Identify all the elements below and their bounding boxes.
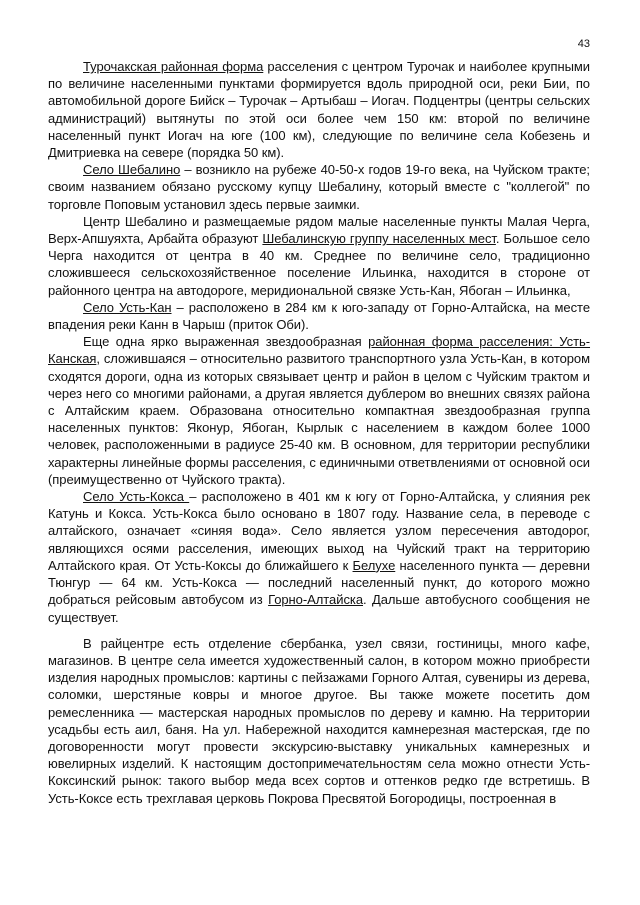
paragraph-turochak xyxy=(48,58,590,161)
page-body xyxy=(48,58,590,807)
paragraph-text: – расположено в 401 км к югу от Горно-Алтайска, у слияния рек Катунь и Кокса. Усть-Кокса было основано в 1807 году. Название села, в переводе с алтайского, означает «синяя вода». Село является узлом пересечения автодорог, являющихся осями расселения, имеющих выход на Чуйский тракт на территорию Алтайского края. От Усть-Коксы до ближайшего к xyxy=(48,489,590,573)
paragraph-shebalino-group xyxy=(48,213,590,299)
link-gorno-altaisk[interactable]: Горно-Алтайска xyxy=(268,592,364,608)
paragraph-shebalino xyxy=(48,161,590,213)
paragraph-text: – расположено в 284 км к юго-западу от Горно-Алтайска, на месте впадения реки Канн в Чарыш (приток Оби). xyxy=(48,299,590,333)
paragraph-text: – возникло на рубеже 40-50-х годов 19-го века, на Чуйском тракте; своим названием обязано русскому купцу Шебалину, который вместе с "коллегой" по торговле Поповым установил здесь первые заимки. xyxy=(48,162,590,212)
paragraph-ust-kan-form xyxy=(48,333,590,488)
paragraph-text: . Большое село Черга находится от центра в 40 км. Среднее по величине село, традиционно сложившееся сельскохозяйственное поселение Ильинка, находится в стороне от районного центра на автодороге, меридиональной связке Усть-Кан, Ябоган – Ильинка, xyxy=(48,231,590,298)
term-ust-kan-form: районная форма расселения: Усть-Канская xyxy=(48,334,591,367)
term-ust-koksa: Село Усть-Кокса xyxy=(83,489,190,505)
page-number: 43 xyxy=(577,38,590,50)
paragraph-raitsentr: В райцентре есть отделение сбербанка, узел связи, гостиницы, много кафе, магазинов. В центре села имеется художественный салон, в котором можно приобрести изделия народных промыслов: картины с пейзажами Горного Алтая, сувениры из дерева, соломки, шерстяные ковры и многое другое. Вы также можете посетить дом ремесленника — мастерская народных промыслов по дереву и камню. На территории усадьбы есть аил, баня. На ул. Набережной находится камнерезная мастерская, где по договоренности могут провести экскурсию-выставку уникальных камнерезных и ювелирных изделий. К настоящим достопримечательностям села можно отнести Усть-Коксинский рынок: такого выбор меда всех сортов и оттенков редко где встретишь. В Усть-Коксе есть трехглавая церковь Покрова Пресвятой Богородицы, построенная в xyxy=(48,635,590,806)
paragraph-ust-kan xyxy=(48,299,590,333)
paragraph-text: расселения с центром Турочак и наиболее крупными по величине населенными пунктами формируется вдоль природной оси, реки Бии, по автомобильной дороге Бийск – Турочак – Артыбаш – Иогач. Подцентры (центры сельских администраций) вытянуты по этой оси более чем 150 км: второй по величине населенный пункт Иогач на юге (100 км), следующие по величине села Кобезень и Дмитриевка на севере (порядка 50 км). xyxy=(48,59,590,161)
term-ust-kan: Село Усть-Кан xyxy=(83,299,172,315)
term-turochak-form: Турочакская районная форма xyxy=(83,59,264,74)
paragraph-text: Еще одна ярко выраженная звездообразная xyxy=(83,334,369,350)
paragraph-text: . Дальше автобусного сообщения не существует. xyxy=(48,592,590,625)
term-shebalino-group: Шебалинскую группу населенных мест xyxy=(262,231,496,247)
paragraph-text: Центр Шебалино и размещаемые рядом малые населенные пункты Малая Черга, Верх-Апшуяхта, Арбайта образуют xyxy=(48,213,590,247)
link-belukha[interactable]: Белухе xyxy=(352,557,396,573)
paragraph-text: населенного пункта — деревни Тюнгур — 64 км. Усть-Кокса — последний населенный пункт, до которого можно добраться рейсовым автобусом из xyxy=(48,557,590,608)
paragraph-text: , сложившаяся – относительно развитого транспортного узла Усть-Кан, в котором сходятся дороги, одна из которых связывает центр и район в целом с Чуйским трактом и через него со многими районами, а другая является дублером во внешних связях района с Алтайским краем. Образована относительно компактная звездообразная группа населенных пунктов: Яконур, Ябоган, Кырлык с населением в каждом более 1000 человек, расположенными в радиусе 25-40 км. В основном, для территории республики характерны линейные формы расселения, с единичными ответвлениями от основной оси (преимущественно от Чуйского тракта). xyxy=(48,351,590,487)
term-shebalino: Село Шебалино xyxy=(83,162,181,178)
paragraph-ust-koksa xyxy=(48,488,590,626)
